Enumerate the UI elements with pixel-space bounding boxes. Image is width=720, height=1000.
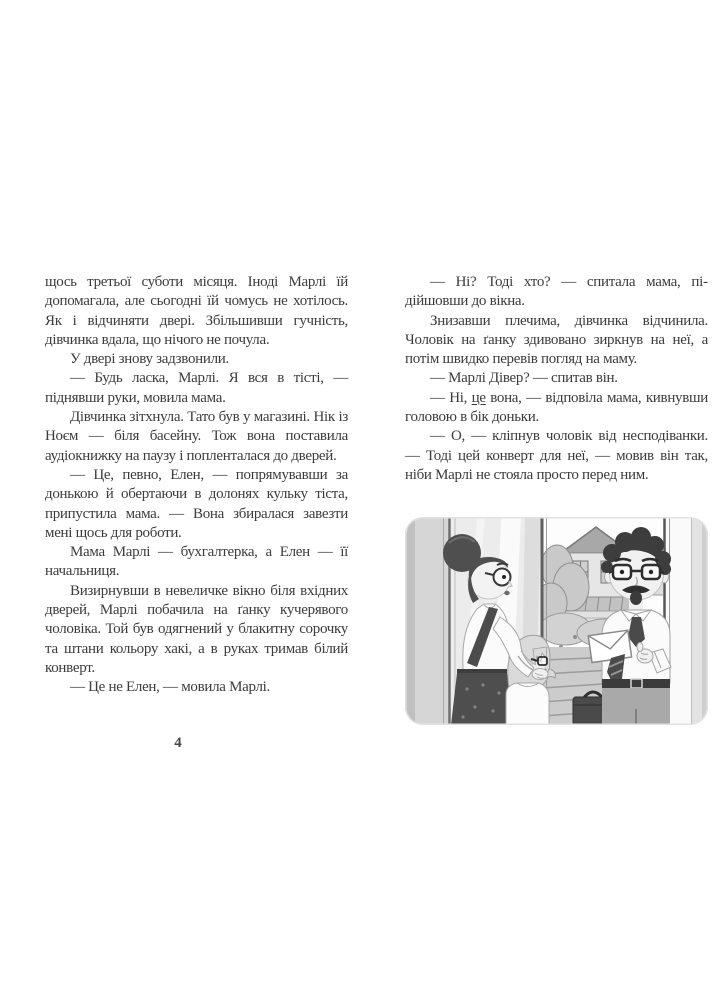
envelope-icon [588, 630, 631, 662]
paragraph-suffix: вона, — відповіла мама, кивнувши головою в бік доньки. [405, 389, 709, 426]
girl-glasses [538, 657, 547, 665]
paragraph: — О, — кліпнув чоловік від несподіванки. — Тоді цей конверт для неї, — мовив він так, ніби Марлі не стояла просто перед ним. [405, 428, 708, 483]
illustration-svg [405, 517, 708, 725]
left-text-column [45, 273, 348, 698]
paragraph: У двері знову задзвонили. [70, 351, 229, 368]
paragraph-prefix: — Ні, [430, 389, 472, 406]
paragraph: Мама Марлі — бухгалтерка, а Елен — її начальниця. [45, 544, 348, 580]
emphasized-word: це [471, 389, 486, 406]
belt [602, 679, 670, 688]
paragraph: — Це не Елен, — мовила Марлі. [70, 679, 271, 696]
paragraph: Визирнувши в невеличке вікно біля вхідних дверей, Марлі побачила на ґанку кучерявого чоловіка. Той був одягнений у блакитну сорочку та штани кольору хакі, а в руках тримав білий конверт. [45, 582, 348, 676]
left-door-frame [405, 517, 450, 725]
story-illustration [405, 517, 708, 725]
paragraph: — Це, певно, Елен, — попрямувавши за донькою й обертаючи в долонях кульку тіста, припустила мама. — Вона збиралася завезти мені щось для роботи. [45, 466, 348, 541]
paragraph: — Будь ласка, Марлі. Я вся в тісті, — піднявши руки, мовила мама. [45, 370, 348, 406]
paragraph: Знизавши плечима, дівчинка відчинила. Чоловік на ґанку здивовано зиркнув на неї, а потім швидко перевів погляд на маму. [405, 312, 708, 368]
paragraph: Дівчинка зітхнула. Тато був у магазині. Нік із Ноєм — біля басейну. Тож вона поставила аудіокнижку на паузу і попленталася до дверей. [45, 409, 348, 464]
paragraph-with-emphasis [405, 389, 708, 428]
paragraph: щось третьої суботи місяця. Іноді Марлі їй допомагала, але сьогодні їй чомусь не хотілось. Як і відчиняти двері. Збільшивши гучність, дівчинка вдала, що нічого не почула. [45, 274, 348, 348]
right-text-column [405, 273, 708, 485]
paragraph: — Ні? Тоді хто? — спитала мама, підійшовши до вікна. [405, 274, 708, 310]
open-mouth [630, 591, 642, 605]
page-number: 4 [174, 735, 182, 751]
apron [451, 673, 515, 725]
paragraph: — Марлі Дівер? — спитав він. [430, 370, 618, 387]
